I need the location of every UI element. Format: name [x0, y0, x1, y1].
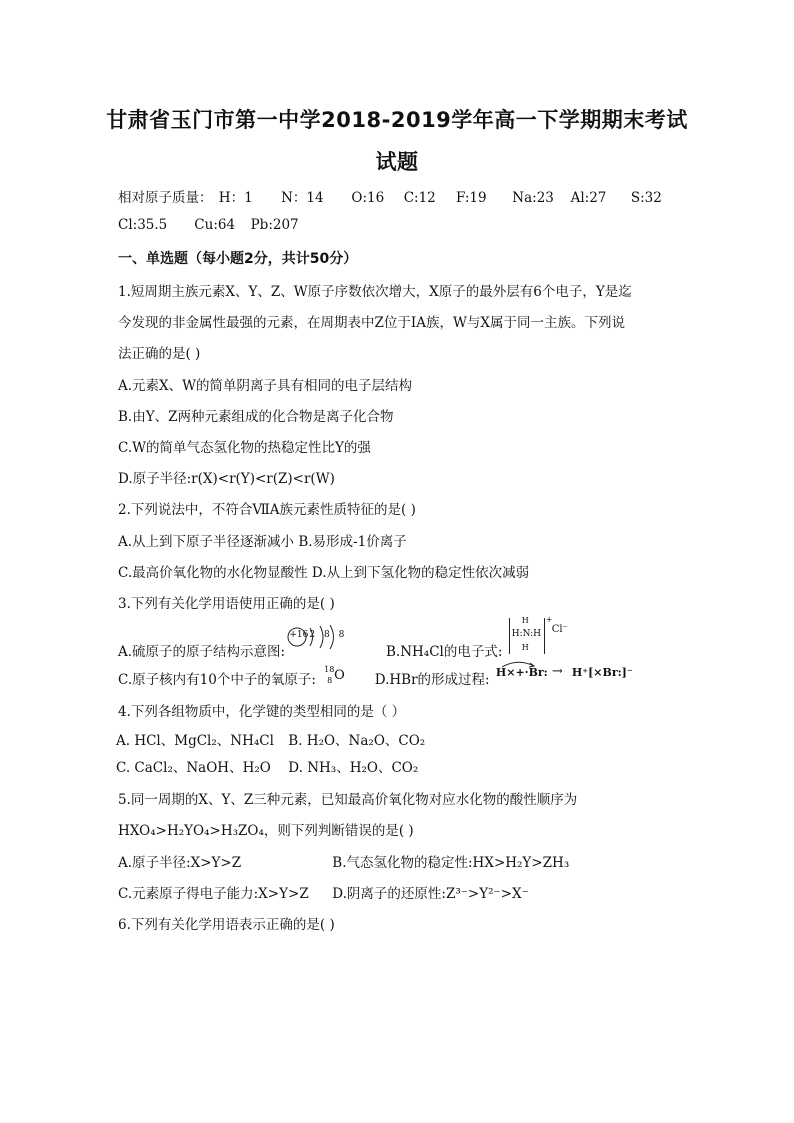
q5-option-a: A.原子半径:X>Y>Z: [118, 855, 242, 871]
page-title-cont: 试题: [375, 150, 419, 174]
mass-item: N：14: [281, 190, 324, 206]
q4-option-d: D. NH₃、H₂O、CO₂: [288, 760, 419, 776]
q1-stem: 1.短周期主族元素X、Y、Z、W原子序数依次增大，X原子的最外层有6个电子，Y是迄: [118, 284, 632, 300]
q5-option-b: B.气态氢化物的稳定性:HX>H₂Y>ZH₃: [332, 855, 570, 871]
product: H⁺[×Br:]⁻: [571, 665, 633, 679]
mass-item: Na:23: [512, 190, 554, 206]
q6-stem: 6.下列有关化学用语表示正确的是( ): [118, 917, 335, 933]
q4-stem: 4.下列各组物质中，化学键的类型相同的是（ ）: [118, 704, 406, 720]
atomic-number: 8: [327, 675, 333, 685]
q5-stem: HXO₄>H₂YO₄>H₃ZO₄，则下列判断错误的是( ): [118, 823, 414, 839]
center-group: H:N:H: [511, 628, 542, 639]
cation-charge: +: [545, 614, 553, 624]
q3-option-c: C.原子核内有10个中子的氧原子:: [118, 672, 316, 688]
oxygen-isotope: [320, 666, 348, 688]
q5-option-d: D.阴离子的还原性:Z³⁻>Y²⁻>X⁻: [332, 886, 529, 902]
q1-stem: 今发现的非金属性最强的元素，在周期表中Z位于IA族，W与X属于同一主族。下列说: [118, 315, 625, 331]
q5-stem: 5.同一周期的X、Y、Z三种元素，已知最高价氧化物对应水化物的酸性顺序为: [118, 792, 578, 808]
q3-stem: 3.下列有关化学用语使用正确的是( ): [118, 596, 335, 612]
mass-item: Pb:207: [250, 217, 299, 233]
nh4cl-electron-formula: [507, 614, 575, 660]
page-title: 甘肃省玉门市第一中学2018-2019学年高一下学期期末考试: [106, 108, 688, 132]
top-h: H: [521, 615, 529, 625]
q4-option-b: B. H₂O、Na₂O、CO₂: [288, 733, 426, 749]
q2-options-cd: C.最高价氧化物的水化物显酸性 D.从上到下氢化物的稳定性依次减弱: [118, 565, 530, 581]
q3-options-cd: [118, 663, 633, 692]
mass-item: F:19: [455, 190, 487, 206]
q5-options-ab: [118, 851, 569, 871]
q4-options-ab: [116, 729, 425, 749]
section-heading: 一、单选题（每小题2分，共计50分）: [118, 251, 358, 267]
hbr-formation: [494, 663, 633, 686]
q2-options-ab: A.从上到下原子半径逐渐减小 B.易形成-1价离子: [118, 534, 407, 550]
q2-stem: 2.下列说法中，不符合ⅦA族元素性质特征的是( ): [118, 502, 416, 518]
nucleus-charge: +16: [289, 629, 309, 640]
mass-item: O:16: [351, 190, 385, 206]
q5-option-c: C.元素原子得电子能力:X>Y>Z: [118, 886, 309, 902]
atomic-mass-row1: [118, 186, 662, 206]
q3-option-d: D.HBr的形成过程:: [374, 672, 490, 688]
q5-options-cd: [118, 882, 529, 902]
q1-option-c: C.W的简单气态氢化物的热稳定性比Y的强: [118, 440, 371, 456]
mass-item: Cu:64: [194, 217, 236, 233]
mass-item: Cl:35.5: [118, 217, 168, 233]
mass-item: S:32: [630, 190, 662, 206]
q3-option-a: A.硫原子的原子结构示意图:: [118, 644, 286, 660]
electron-transfer-arrow: [500, 658, 540, 668]
chloride-ion: Cl⁻: [551, 623, 568, 635]
q1-stem: 法正确的是( ): [118, 346, 201, 362]
electron-shells: 2 8 8: [309, 629, 348, 640]
q1-option-d: D.原子半径:r(X)<r(Y)<r(Z)<r(W): [118, 471, 335, 487]
sulfur-atom-diagram: [287, 624, 348, 658]
reaction-arrow: →: [551, 663, 563, 679]
bottom-h: H: [521, 642, 529, 652]
reactants: H×+·Br:: [495, 665, 548, 679]
q4-option-c: C. CaCl₂、NaOH、H₂O: [116, 760, 271, 776]
q1-option-b: B.由Y、Z两种元素组成的化合物是离子化合物: [118, 409, 394, 425]
atomic-mass-row2: [118, 217, 299, 233]
mass-item: H：1: [218, 190, 253, 206]
atomic-mass-label: 相对原子质量：: [118, 190, 213, 206]
q1-option-a: A.元素X、W的简单阴离子具有相同的电子层结构: [118, 378, 413, 394]
element-symbol: O: [334, 667, 345, 683]
q4-option-a: A. HCl、MgCl₂、NH₄Cl: [116, 733, 274, 749]
mass-item: C:12: [403, 190, 436, 206]
mass-item: Al:27: [570, 190, 607, 206]
q4-options-cd: [116, 756, 418, 776]
q3-option-b: B.NH₄Cl的电子式:: [385, 644, 503, 660]
mass-number: 18: [324, 664, 335, 674]
